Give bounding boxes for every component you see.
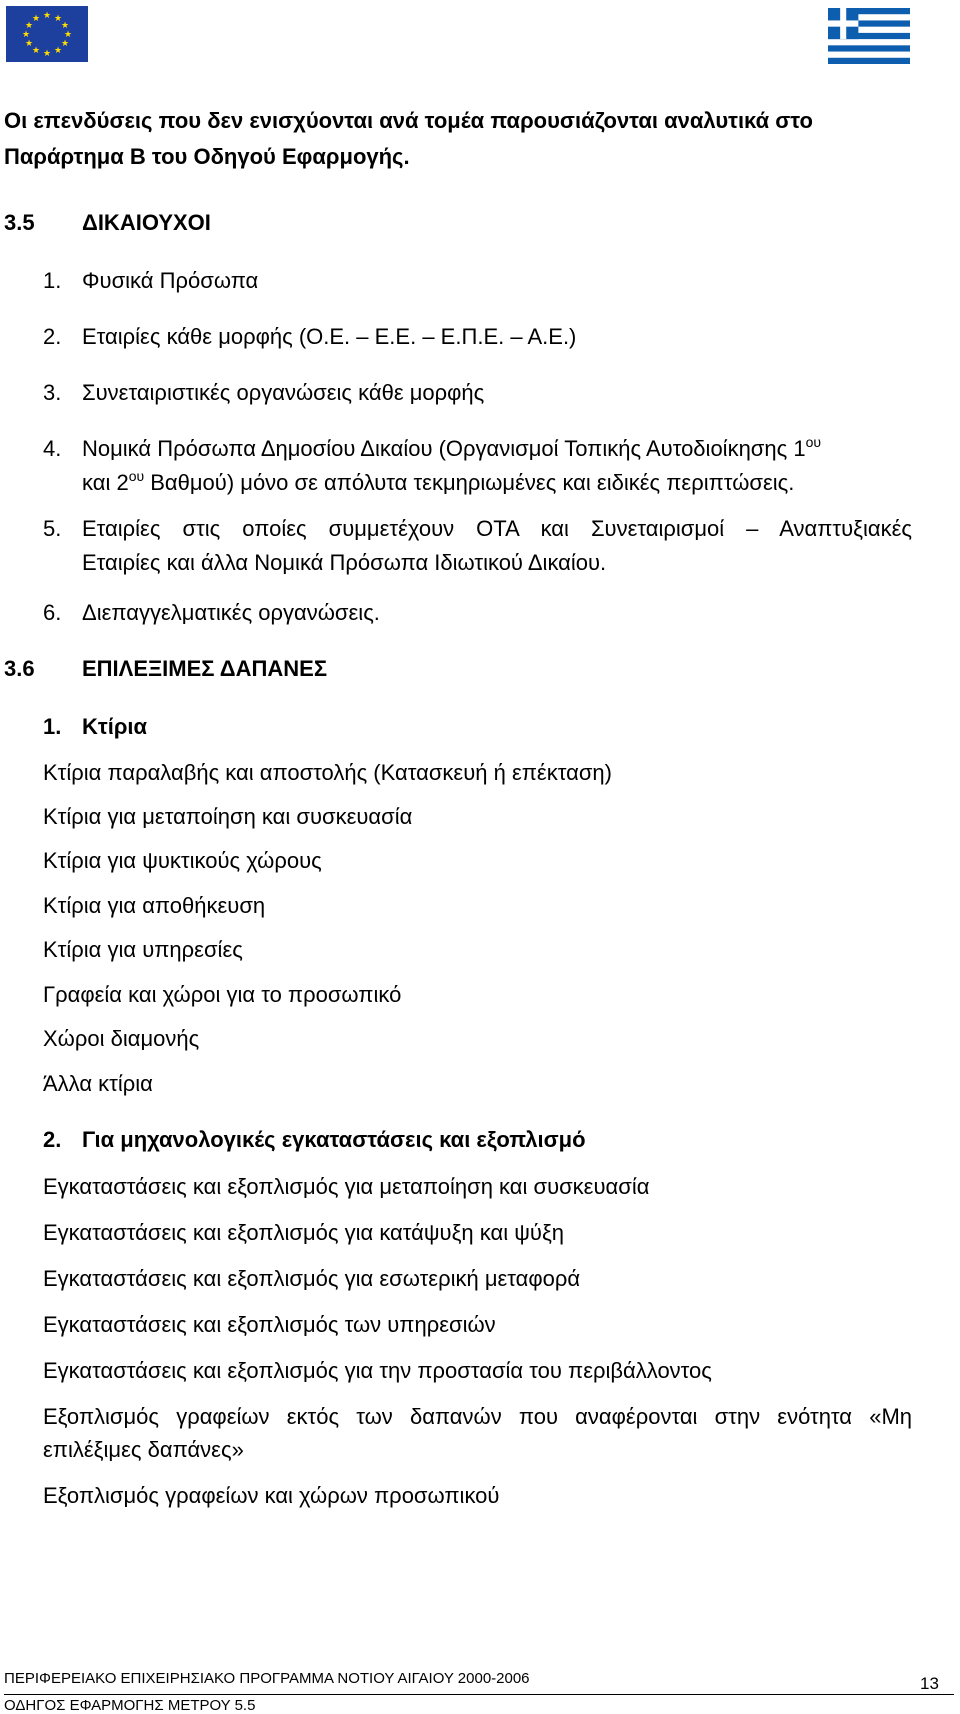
expense-item: Εξοπλισμός γραφείων και χώρων προσωπικού — [43, 1483, 500, 1508]
expense-item: Κτίρια για αποθήκευση — [43, 893, 266, 918]
expense-item-cont: επιλέξιμες δαπάνες» — [43, 1437, 244, 1462]
subsection-2-num: 2. — [43, 1127, 62, 1152]
expense-item: Κτίρια για ψυκτικούς χώρους — [43, 848, 322, 873]
expense-item: Εγκαταστάσεις και εξοπλισμός για εσωτερική μεταφορά — [43, 1266, 581, 1291]
beneficiary-num: 2. — [43, 324, 62, 349]
expense-item: Κτίρια για μεταποίηση και συσκευασία — [43, 804, 413, 829]
beneficiary-num: 6. — [43, 600, 62, 625]
section-35-title: ΔΙΚΑΙΟΥΧΟΙ — [82, 210, 211, 235]
svg-text:★: ★ — [63, 30, 73, 40]
svg-text:★: ★ — [24, 21, 34, 31]
beneficiary-text — [82, 436, 821, 462]
section-35-number: 3.5 — [4, 210, 35, 235]
footer-guide: ΟΔΗΓΟΣ ΕΦΑΡΜΟΓΗΣ ΜΕΤΡΟΥ 5.5 — [4, 1697, 256, 1714]
ordinal-superscript: ου — [805, 434, 822, 450]
footer-programme: ΠΕΡΙΦΕΡΕΙΑΚΟ ΕΠΙΧΕΙΡΗΣΙΑΚΟ ΠΡΟΓΡΑΜΜΑ ΝΟΤΙΟΥ ΑΙΓΑΙΟΥ 2000-2006 — [4, 1670, 530, 1687]
beneficiary-text: Συνεταιριστικές οργανώσεις κάθε μορφής — [82, 380, 485, 405]
beneficiary-text: Διεπαγγελματικές οργανώσεις. — [82, 600, 380, 625]
page-number: 13 — [920, 1674, 939, 1693]
beneficiary-text: Φυσικά Πρόσωπα — [82, 268, 259, 293]
footer-divider — [4, 1694, 954, 1695]
expense-item: Χώροι διαμονής — [43, 1026, 200, 1051]
subsection-1-num: 1. — [43, 714, 62, 739]
greek-flag-icon — [828, 8, 910, 64]
beneficiary-text: Εταιρίες στις οποίες συμμετέχουν ΟΤΑ και Συνεταιρισμοί – Αναπτυξιακές — [82, 516, 912, 541]
beneficiary-num: 4. — [43, 436, 62, 461]
ordinal-superscript: ου — [128, 468, 145, 484]
svg-text:★: ★ — [31, 14, 41, 24]
eu-stars — [6, 6, 88, 62]
expense-item: Εγκαταστάσεις και εξοπλισμός για κατάψυξη και ψύξη — [43, 1220, 565, 1245]
expense-item: Άλλα κτίρια — [43, 1071, 153, 1096]
beneficiary-num: 5. — [43, 516, 62, 541]
expense-item: Εγκαταστάσεις και εξοπλισμός των υπηρεσιών — [43, 1312, 496, 1337]
expense-item: Κτίρια παραλαβής και αποστολής (Κατασκευή ή επέκταση) — [43, 760, 612, 785]
beneficiary-text-cont: Εταιρίες και άλλα Νομικά Πρόσωπα Ιδιωτικού Δικαίου. — [82, 550, 607, 575]
svg-text:★: ★ — [53, 46, 63, 56]
beneficiary-num: 1. — [43, 268, 62, 293]
section-36-title: ΕΠΙΛΕΞΙΜΕΣ ΔΑΠΑΝΕΣ — [82, 656, 328, 681]
svg-text:★: ★ — [60, 39, 70, 49]
beneficiary-text-cont — [82, 470, 794, 496]
expense-item: Εγκαταστάσεις και εξοπλισμός για μεταποίηση και συσκευασία — [43, 1174, 650, 1199]
beneficiary-text: Εταιρίες κάθε μορφής (Ο.Ε. – Ε.Ε. – Ε.Π.Ε. – Α.Ε.) — [82, 324, 577, 349]
svg-text:★: ★ — [60, 21, 70, 31]
svg-text:★: ★ — [31, 46, 41, 56]
svg-text:★: ★ — [42, 11, 52, 21]
beneficiary-text-part: και 2 — [82, 470, 129, 495]
svg-text:★: ★ — [42, 49, 52, 59]
expense-item: Γραφεία και χώροι για το προσωπικό — [43, 982, 402, 1007]
expense-item: Κτίρια για υπηρεσίες — [43, 937, 243, 962]
subsection-1-title: Κτίρια — [82, 714, 148, 739]
eu-flag-icon — [6, 6, 88, 62]
svg-text:★: ★ — [24, 39, 34, 49]
beneficiary-num: 3. — [43, 380, 62, 405]
intro-line-2: Παράρτημα Β του Οδηγού Εφαρμογής. — [4, 144, 410, 169]
svg-text:★: ★ — [21, 30, 31, 40]
section-36-number: 3.6 — [4, 656, 35, 681]
beneficiary-text-part: Βαθμού) μόνο σε απόλυτα τεκμηριωμένες και ειδικές περιπτώσεις. — [144, 470, 795, 495]
svg-text:★: ★ — [53, 14, 63, 24]
beneficiary-text-part: Νομικά Πρόσωπα Δημοσίου Δικαίου (Οργανισμοί Τοπικής Αυτοδιοίκησης 1 — [82, 436, 806, 461]
subsection-2-title: Για μηχανολογικές εγκαταστάσεις και εξοπλισμό — [82, 1127, 586, 1152]
expense-item: Εξοπλισμός γραφείων εκτός των δαπανών που αναφέρονται στην ενότητα «Μη — [43, 1404, 912, 1429]
expense-item: Εγκαταστάσεις και εξοπλισμός για την προστασία του περιβάλλοντος — [43, 1358, 712, 1383]
intro-line-1: Οι επενδύσεις που δεν ενισχύονται ανά τομέα παρουσιάζονται αναλυτικά στο — [4, 108, 813, 133]
